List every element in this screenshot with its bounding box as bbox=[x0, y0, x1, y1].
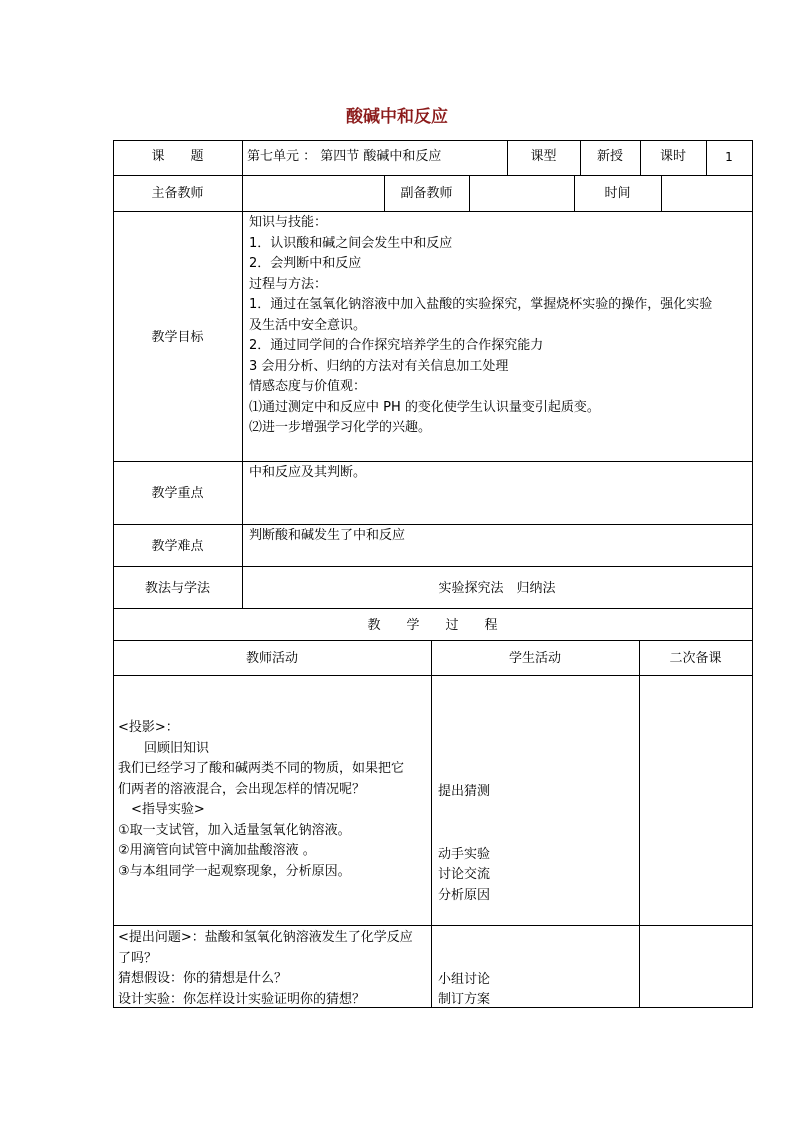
student-line: 制订方案 bbox=[438, 992, 491, 1007]
lesson-type-label: 课型 bbox=[530, 149, 557, 164]
teacher-line: ①取一支试管，加入适量氢氧化钠溶液。 bbox=[118, 822, 351, 838]
teacher-line: 设计实验：你怎样设计实验证明你的猜想？ bbox=[118, 991, 366, 1007]
teacher-line: 我们已经学习了酸和碱两类不同的物质，如果把它 bbox=[118, 761, 405, 776]
student-line: 动手实验 bbox=[438, 847, 491, 862]
key-point-value: 中和反应及其判断。 bbox=[249, 465, 367, 480]
student-line: 讨论交流 bbox=[438, 867, 491, 882]
class-hours-label: 课时 bbox=[659, 149, 686, 164]
table-col-rule bbox=[469, 175, 470, 211]
goal-line: 及生活中安全意识。 bbox=[249, 317, 367, 333]
table-rule bbox=[113, 640, 753, 641]
teacher-line: 了吗？ bbox=[118, 950, 158, 966]
goal-line: ⑴通过测定中和反应中 PH 的变化使学生认识量变引起质变。 bbox=[249, 399, 600, 415]
goal-line: 1．通过在氢氧化钠溶液中加入盐酸的实验探究，掌握烧杯实验的操作，强化实验 bbox=[249, 297, 713, 312]
table-rule bbox=[113, 566, 753, 567]
student-activity-header: 学生活动 bbox=[508, 651, 561, 666]
table-col-rule bbox=[242, 140, 243, 211]
difficulty-value: 判断酸和碱发生了中和反应 bbox=[249, 528, 406, 543]
course-label: 课 题 bbox=[151, 149, 204, 164]
teaching-goals-label: 教学目标 bbox=[151, 330, 204, 345]
table-rule bbox=[113, 608, 753, 609]
goal-line: ⑵进一步增强学习化学的兴趣。 bbox=[249, 420, 432, 435]
table-border-left bbox=[113, 140, 114, 1008]
teacher-line: <投影>： bbox=[118, 720, 179, 735]
student-line: 分析原因 bbox=[438, 888, 491, 903]
second-prep-header: 二次备课 bbox=[669, 651, 722, 666]
lead-teacher-label: 主备教师 bbox=[151, 186, 204, 201]
teacher-line: 回顾旧知识 bbox=[118, 740, 210, 756]
teacher-line: ③与本组同学一起观察现象，分析原因。 bbox=[118, 863, 351, 879]
goal-line: 3 会用分析、归纳的方法对有关信息加工处理 bbox=[249, 358, 509, 374]
table-col-rule bbox=[431, 640, 432, 1008]
goal-line: 过程与方法： bbox=[249, 276, 328, 292]
teacher-line: 们两者的溶液混合，会出现怎样的情况呢？ bbox=[118, 781, 366, 797]
table-rule bbox=[113, 211, 753, 212]
table-rule bbox=[113, 925, 753, 926]
difficulty-label: 教学难点 bbox=[151, 539, 204, 554]
teaching-goals-content bbox=[249, 213, 749, 439]
method-value: 实验探究法 归纳法 bbox=[438, 581, 556, 596]
teaching-process-heading: 教 学 过 程 bbox=[367, 618, 498, 633]
table-col-rule bbox=[639, 640, 640, 1008]
course-value: 第七单元 ： 第四节 酸碱中和反应 bbox=[247, 149, 442, 164]
goal-line: 2．通过同学间的合作探究培养学生的合作探究能力 bbox=[249, 338, 544, 353]
goal-line: 1．认识酸和碱之间会发生中和反应 bbox=[249, 235, 453, 251]
goal-line: 2．会判断中和反应 bbox=[249, 256, 362, 271]
method-label: 教法与学法 bbox=[144, 581, 210, 596]
table-border-right bbox=[752, 140, 753, 1008]
lesson-type-value: 新授 bbox=[596, 149, 623, 164]
student-line: 小组讨论 bbox=[438, 972, 491, 987]
teacher-activity-block bbox=[118, 718, 430, 882]
table-border-top bbox=[113, 140, 753, 141]
table-rule bbox=[113, 175, 753, 176]
teacher-activity-block bbox=[118, 928, 430, 1010]
teacher-line: <指导实验> bbox=[118, 802, 205, 817]
student-line: 提出猜测 bbox=[438, 784, 491, 799]
class-hours-value: 1 bbox=[725, 150, 733, 164]
teacher-activity-header: 教师活动 bbox=[245, 651, 298, 666]
assistant-teacher-label: 副备教师 bbox=[400, 186, 453, 201]
table-col-rule bbox=[661, 175, 662, 211]
teacher-line: 猜想假设：你的猜想是什么？ bbox=[118, 971, 288, 986]
document-title: 酸碱中和反应 bbox=[346, 107, 448, 127]
table-col-rule bbox=[242, 211, 243, 608]
goal-line: 情感态度与价值观： bbox=[249, 379, 367, 394]
goal-line: 知识与技能： bbox=[249, 215, 328, 230]
table-rule bbox=[113, 675, 753, 676]
key-point-label: 教学重点 bbox=[151, 486, 204, 501]
teacher-line: ②用滴管向试管中滴加盐酸溶液 。 bbox=[118, 843, 316, 858]
time-label: 时间 bbox=[604, 186, 631, 201]
table-rule bbox=[113, 524, 753, 525]
teacher-line: <提出问题>：盐酸和氢氧化钠溶液发生了化学反应 bbox=[118, 930, 413, 945]
table-rule bbox=[113, 461, 753, 462]
